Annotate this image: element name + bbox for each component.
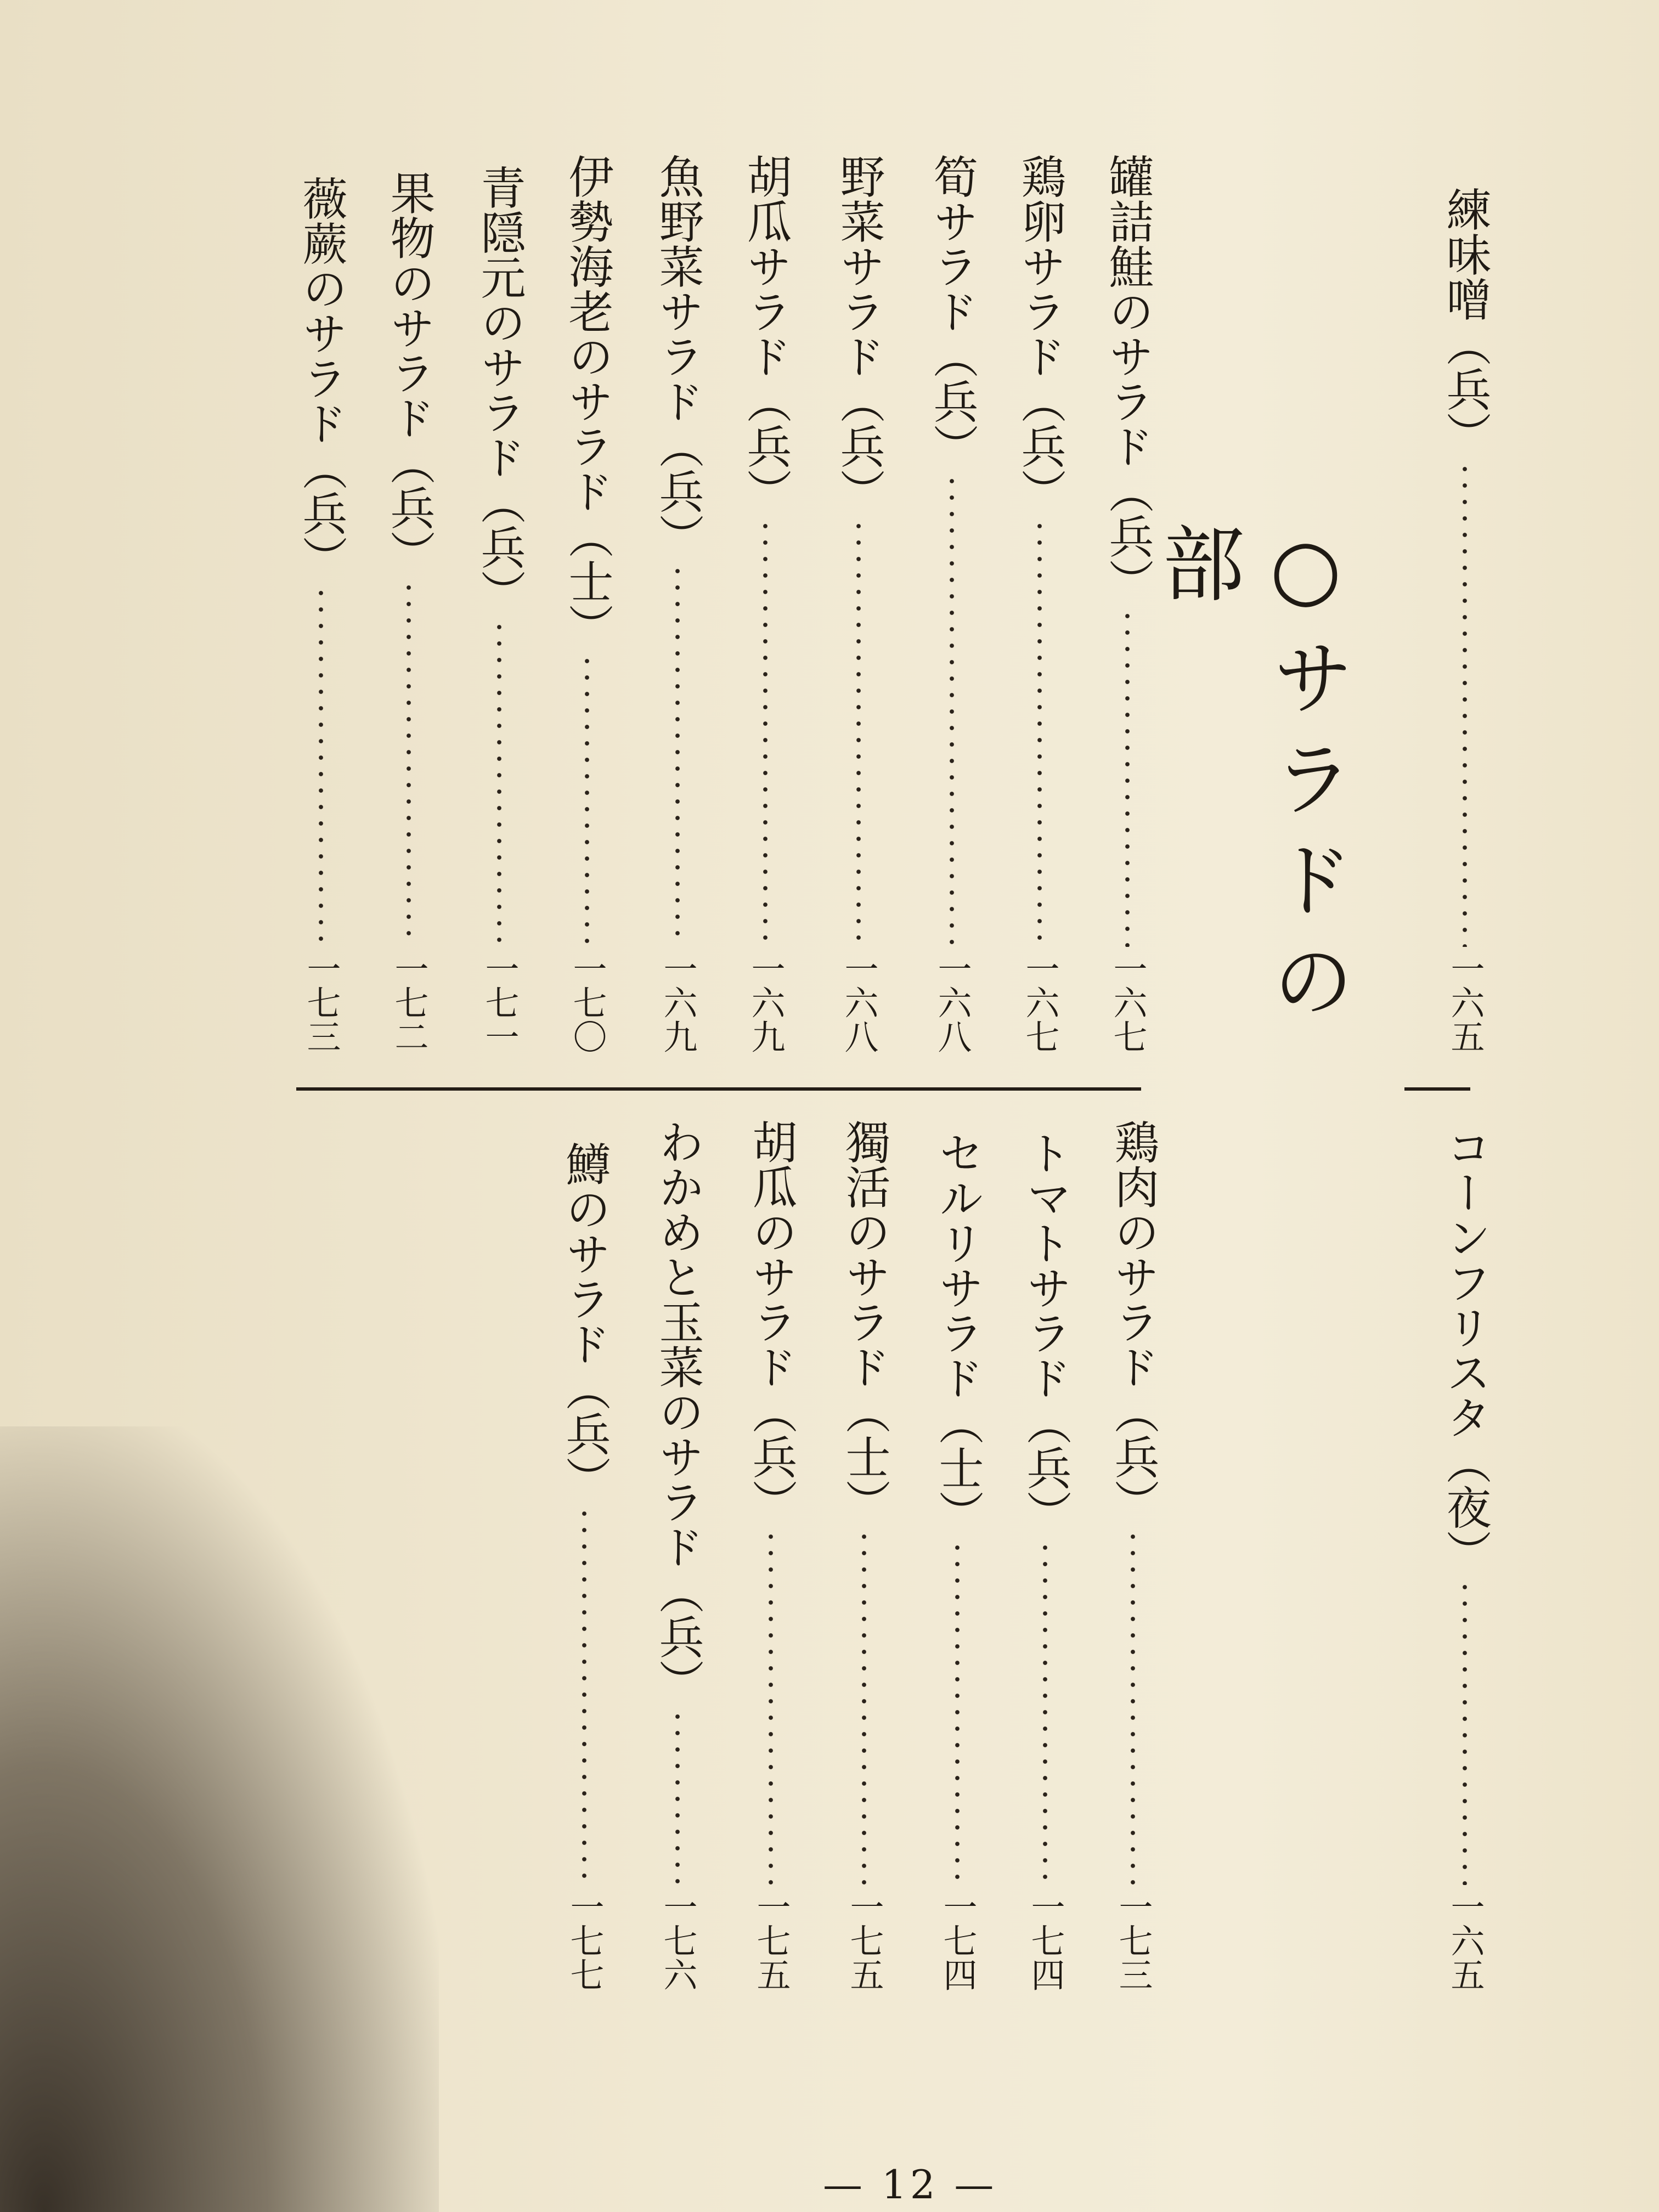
entry-page: 一七二	[389, 951, 429, 1053]
entry-page: 一七一	[479, 951, 520, 1053]
leader-dots	[318, 585, 324, 947]
toc-entry	[554, 1141, 614, 1991]
toc-entry	[1103, 1119, 1163, 1991]
entry-page: 一六七	[1108, 951, 1148, 1053]
toc-entry	[291, 176, 351, 1053]
entry-title: 伊勢海老のサラド（士）	[561, 154, 613, 648]
entry-page: 一七五	[751, 1889, 791, 1991]
toc-entry	[1097, 154, 1158, 1053]
entry-page: 一六七	[1020, 951, 1060, 1053]
leader-dots	[1130, 1528, 1136, 1885]
entry-title: 魚野菜サラド（兵）	[652, 154, 704, 558]
entry-title: 筍サラド（兵）	[926, 154, 978, 469]
toc-entry-neri-miso	[1435, 187, 1495, 1053]
entry-page: 一七六	[658, 1889, 698, 1991]
entry-page: 一七四	[938, 1889, 978, 1991]
toc-entry-corn-frista	[1435, 1125, 1495, 1991]
leader-dots	[1462, 461, 1468, 947]
toc-entry	[1015, 1130, 1075, 1991]
leader-dots	[581, 1505, 588, 1885]
toc-entry	[735, 154, 795, 1053]
page-number: — 12 —	[823, 2162, 997, 2208]
leader-dots	[405, 579, 412, 947]
leader-dots	[496, 619, 503, 947]
entry-page: 一七〇	[567, 951, 607, 1053]
toc-entry	[828, 154, 889, 1053]
entry-page: 一七四	[1025, 1889, 1065, 1991]
entry-page: 一六九	[658, 951, 698, 1053]
toc-entry	[647, 1119, 708, 1991]
entry-title: 鱒のサラド（兵）	[558, 1141, 611, 1501]
entry-title: 練味噌（兵）	[1439, 187, 1491, 456]
leader-dots	[1124, 608, 1131, 947]
toc-entry	[922, 154, 982, 1053]
entry-title: コーンフリスタ（夜）	[1439, 1125, 1491, 1575]
divider-rule	[296, 1087, 1141, 1091]
leader-dots	[674, 1708, 681, 1885]
entry-page: 一六八	[932, 951, 972, 1053]
entry-title: トマトサラド（兵）	[1019, 1130, 1071, 1535]
leader-dots	[1462, 1579, 1468, 1885]
entry-title: 胡瓜サラド（兵）	[740, 154, 792, 514]
toc-entry	[834, 1119, 894, 1991]
leader-dots	[949, 473, 955, 947]
leader-dots	[762, 518, 769, 947]
toc-entry	[927, 1130, 988, 1991]
entry-title: 果物のサラド（兵）	[383, 170, 435, 575]
toc-entry	[557, 154, 617, 1053]
leader-dots	[1042, 1539, 1048, 1885]
entry-title: わかめと玉菜のサラド（兵）	[652, 1119, 704, 1704]
entry-page: 一六八	[839, 951, 879, 1053]
hand-shadow	[0, 1426, 439, 2212]
toc-entry	[741, 1119, 801, 1991]
entry-title: 胡瓜のサラド（兵）	[745, 1119, 797, 1524]
leader-dots	[954, 1539, 961, 1885]
entry-title: 薇蕨のサラド（兵）	[295, 176, 347, 580]
entry-page: 一七三	[1113, 1889, 1153, 1991]
leader-dots	[768, 1528, 774, 1885]
entry-page: 一七三	[301, 951, 341, 1053]
entry-title: セルリサラド（士）	[932, 1130, 984, 1535]
leader-dots	[1036, 518, 1043, 947]
entry-title: 獨活のサラド（士）	[838, 1119, 890, 1524]
leader-dots	[674, 563, 681, 947]
entry-title: 罐詰鮭のサラド（兵）	[1102, 154, 1154, 603]
divider-rule-right	[1404, 1087, 1470, 1091]
entry-title: 鶏卵サラド（兵）	[1014, 154, 1066, 514]
entry-page: 一七七	[565, 1889, 605, 1991]
toc-entry	[469, 165, 529, 1053]
entry-title: 青隠元のサラド（兵）	[473, 165, 526, 614]
toc-entry	[379, 170, 439, 1053]
leader-dots	[855, 518, 862, 947]
entry-page: 一六五	[1445, 1889, 1485, 1991]
entry-page: 一七五	[844, 1889, 884, 1991]
section-heading: ○サラドの部	[1148, 521, 1353, 1039]
entry-page: 一六五	[1445, 951, 1485, 1053]
entry-title: 鶏肉のサラド（兵）	[1107, 1119, 1159, 1524]
leader-dots	[584, 653, 590, 947]
toc-entry	[1009, 154, 1070, 1053]
entry-page: 一六九	[746, 951, 786, 1053]
entry-title: 野菜サラド（兵）	[833, 154, 885, 514]
toc-entry	[647, 154, 708, 1053]
leader-dots	[861, 1528, 867, 1885]
